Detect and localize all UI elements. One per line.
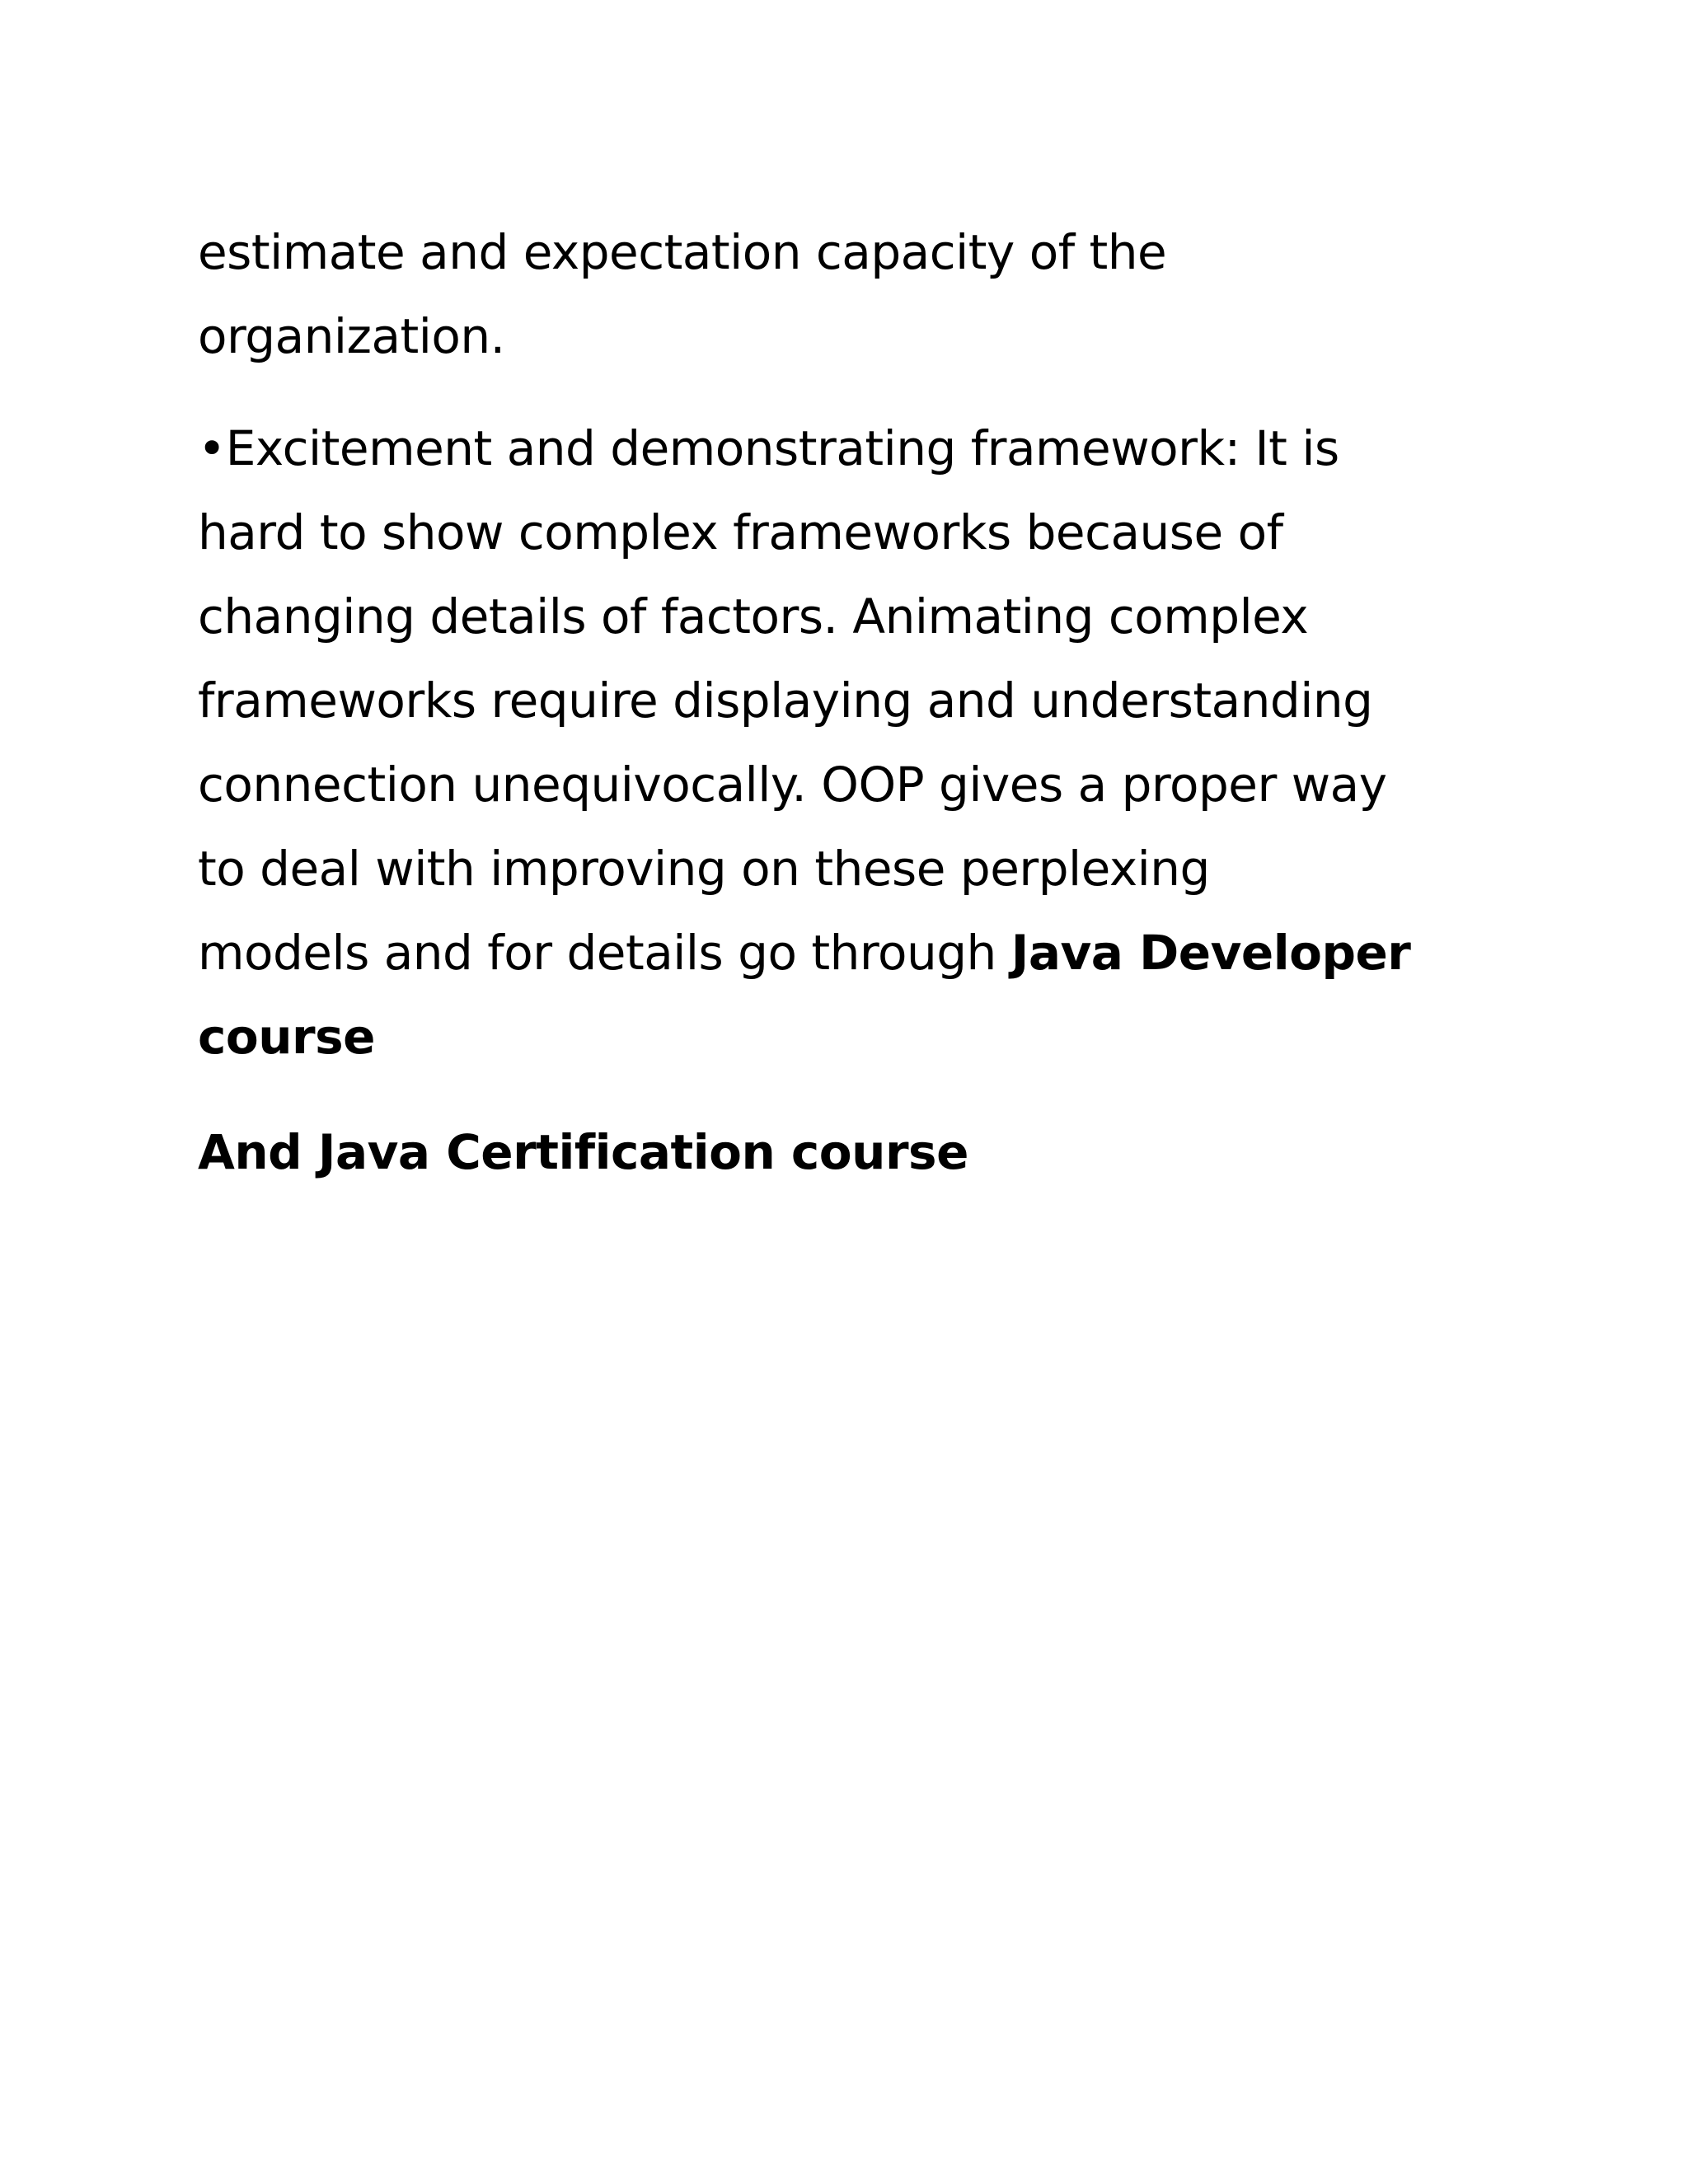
paragraph-line: hard to show complex frameworks because of <box>198 504 1283 560</box>
paragraph-line: to deal with improving on these perplexing <box>198 841 1210 897</box>
bold-continuation: course <box>198 1009 375 1065</box>
paragraph-text: models and for details go through <box>198 925 1011 981</box>
java-developer-link-text: Java Developer <box>1010 925 1411 981</box>
paragraph-line: organization. <box>198 308 505 364</box>
certification-heading: And Java Certification course <box>198 1124 968 1180</box>
paragraph-line: estimate and expectation capacity of the <box>198 224 1167 280</box>
paragraph-line: changing details of factors. Animating complex <box>198 588 1309 644</box>
bullet-line: •Excitement and demonstrating framework: It is <box>198 420 1339 476</box>
paragraph-line <box>198 923 1410 982</box>
paragraph-line: connection unequivocally. OOP gives a proper way <box>198 757 1387 813</box>
paragraph-line: frameworks require displaying and understanding <box>198 673 1373 729</box>
